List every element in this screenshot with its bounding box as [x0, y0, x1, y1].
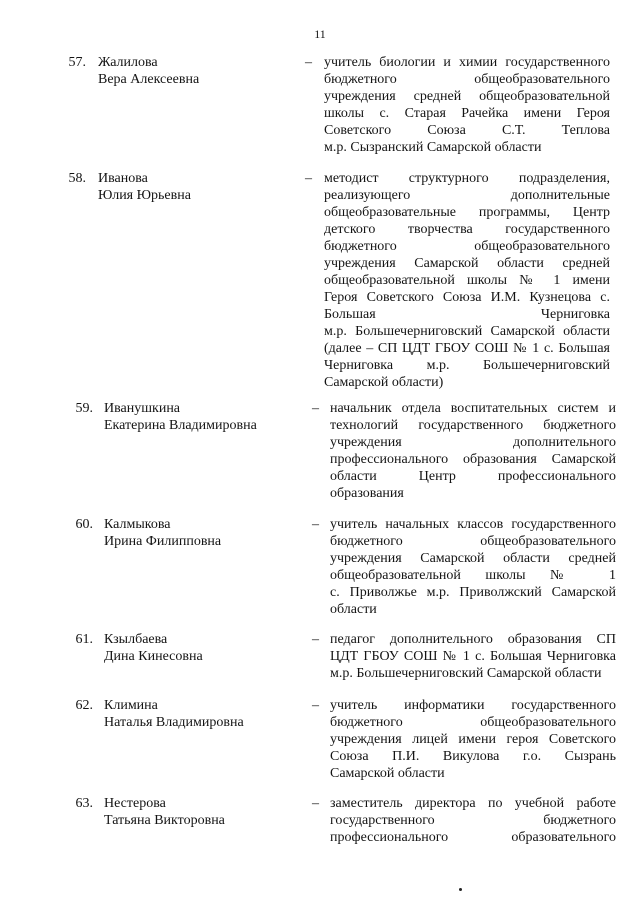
description-line: м.р. Сызранский Самарской области — [324, 140, 542, 155]
entry-dash: – — [312, 517, 319, 532]
description-line: Большая Черниговка — [324, 307, 610, 322]
description-line: учитель информатики государственного — [330, 698, 616, 713]
description-line: Самарской области — [330, 766, 445, 781]
entry-number: 60. — [75, 517, 93, 532]
entry-description — [324, 170, 610, 391]
description-line: бюджетного общеобразовательного — [324, 72, 610, 87]
description-line: общеобразовательные программы, Центр — [324, 205, 610, 220]
description-line: государственного бюджетного — [330, 813, 616, 828]
description-line: реализующего дополнительные — [324, 188, 610, 203]
entry-dash: – — [312, 401, 319, 416]
description-line: Союза П.И. Викулова г.о. Сызрань — [330, 749, 616, 764]
entry-number: 57. — [68, 55, 86, 70]
entry-given-names: Дина Кинесовна — [104, 649, 203, 664]
entry-dash: – — [305, 171, 312, 186]
entry-surname: Климина — [104, 698, 158, 713]
description-line: профессионального образования Самарской — [330, 452, 616, 467]
description-line: учитель биологии и химии государственного — [324, 55, 610, 70]
entry-number: 59. — [75, 401, 93, 416]
entry-dash: – — [312, 632, 319, 647]
entry-number: 63. — [75, 796, 93, 811]
entry-surname: Иванушкина — [104, 401, 181, 416]
description-line: бюджетного общеобразовательного — [324, 239, 610, 254]
description-line: Героя Советского Союза И.М. Кузнецова с. — [324, 290, 610, 305]
entry-surname: Жалилова — [98, 55, 158, 70]
description-line: ЦДТ ГБОУ СОШ № 1 с. Большая Черниговка — [330, 649, 616, 664]
entry-given-names: Юлия Юрьевна — [98, 188, 191, 203]
entry-dash: – — [305, 55, 312, 70]
description-line: общеобразовательной школы № 1 имени — [324, 273, 610, 288]
description-line: Черниговка м.р. Большечерниговский — [324, 358, 610, 373]
description-line: учреждения Самарской области средней — [330, 551, 616, 566]
entry-number: 61. — [75, 632, 93, 647]
description-line: начальник отдела воспитательных систем и — [330, 401, 616, 416]
description-line: детского творчества государственного — [324, 222, 610, 237]
entry-number: 62. — [75, 698, 93, 713]
entry-surname: Калмыкова — [104, 517, 171, 532]
description-line: (далее – СП ЦДТ ГБОУ СОШ № 1 с. Большая — [324, 341, 610, 356]
entry-surname: Иванова — [98, 171, 148, 186]
entry-given-names: Вера Алексеевна — [98, 72, 200, 87]
description-line: области — [330, 602, 377, 617]
entry-given-names: Наталья Владимировна — [104, 715, 244, 730]
entry-given-names: Екатерина Владимировна — [104, 418, 257, 433]
entry-number: 58. — [68, 171, 86, 186]
description-line: методист структурного подразделения, — [324, 171, 610, 186]
entry-description — [330, 631, 616, 682]
scan-speck — [459, 888, 462, 891]
description-line: области Центр профессионального — [330, 469, 616, 484]
description-line: учреждения средней общеобразовательной — [324, 89, 610, 104]
description-line: педагог дополнительного образования СП — [330, 632, 616, 647]
description-line: бюджетного общеобразовательного — [330, 715, 616, 730]
description-line: учреждения Самарской области средней — [324, 256, 610, 271]
entry-dash: – — [312, 796, 319, 811]
description-line: учитель начальных классов государственного — [330, 517, 616, 532]
entry-given-names: Ирина Филипповна — [104, 534, 222, 549]
page-number: 11 — [314, 27, 326, 41]
description-line: Самарской области) — [324, 375, 444, 390]
entry-surname: Кзылбаева — [104, 632, 168, 647]
entry-description — [330, 795, 616, 846]
description-line: общеобразовательной школы № 1 — [330, 568, 616, 583]
description-line: технологий государственного бюджетного — [330, 418, 616, 433]
entry-given-names: Татьяна Викторовна — [104, 813, 225, 828]
description-line: с. Приволжье м.р. Приволжский Самарской — [330, 585, 616, 600]
description-line: профессионального образовательного — [330, 830, 616, 845]
description-line: школы с. Старая Рачейка имени Героя — [324, 106, 610, 121]
description-line: м.р. Большечерниговский Самарской области — [324, 324, 610, 339]
entry-dash: – — [312, 698, 319, 713]
entry-surname: Нестерова — [104, 796, 166, 811]
description-line: учреждения дополнительного — [330, 435, 616, 450]
description-line: бюджетного общеобразовательного — [330, 534, 616, 549]
description-line: м.р. Большечерниговский Самарской области — [330, 666, 602, 681]
entry-description — [330, 516, 616, 618]
entry-description — [330, 400, 616, 502]
description-line: учреждения лицей имени героя Советского — [330, 732, 616, 747]
entry-description — [330, 697, 616, 782]
entry-description — [324, 54, 610, 156]
description-line: Советского Союза С.Т. Теплова — [324, 123, 610, 138]
description-line: заместитель директора по учебной работе — [330, 796, 616, 811]
description-line: образования — [330, 486, 404, 501]
